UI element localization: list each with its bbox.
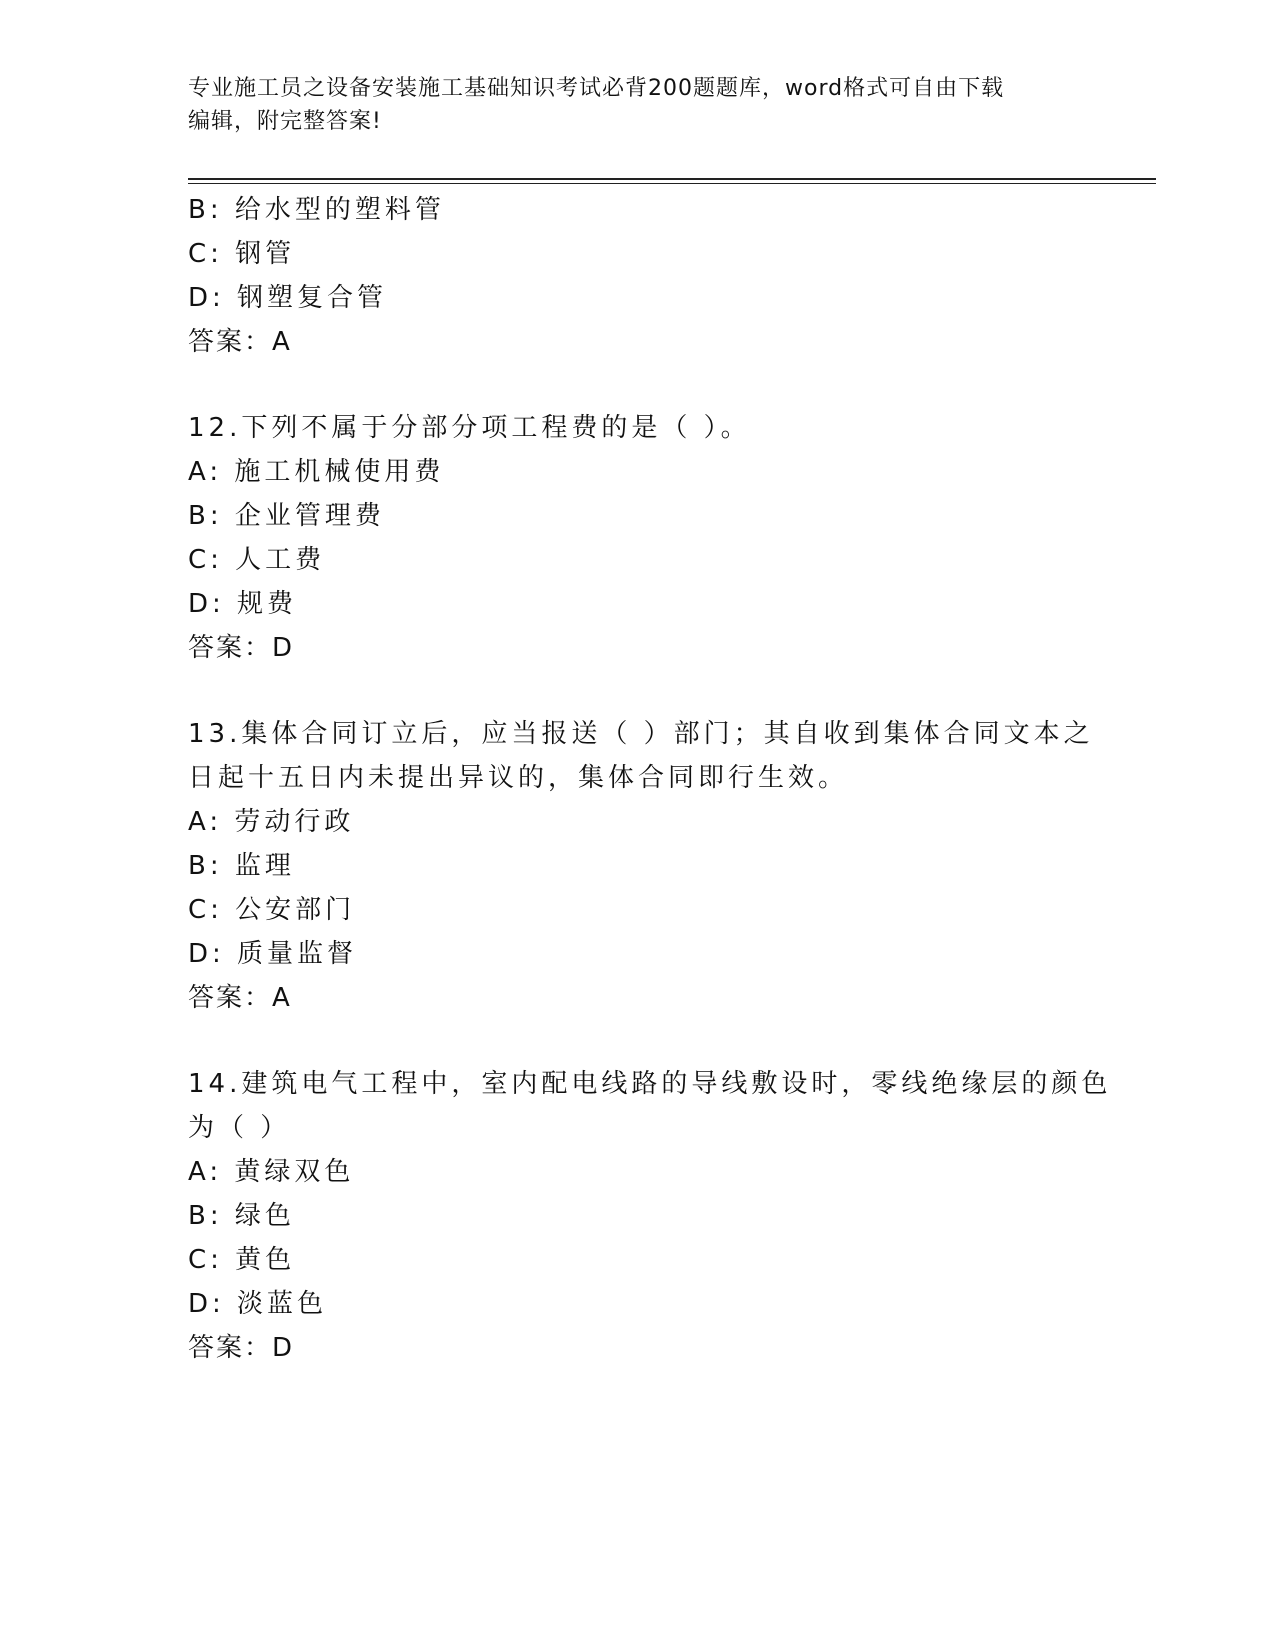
q12-answer: 答案：D	[188, 633, 295, 663]
q14-option-b: B: 绿色	[188, 1201, 295, 1231]
q12-option-c: C: 人工费	[188, 545, 326, 575]
q13-option-a: A: 劳动行政	[188, 807, 355, 837]
header-line-2: 编辑，附完整答案!	[188, 109, 382, 134]
document-header	[188, 72, 1068, 138]
q13-stem-line-1: 13.集体合同订立后，应当报送（ ）部门；其自收到集体合同文本之	[188, 719, 1094, 749]
q13-answer: 答案：A	[188, 983, 292, 1013]
q11-option-c: C: 钢管	[188, 239, 296, 269]
q11-option-d: D: 钢塑复合管	[188, 283, 388, 313]
q14-stem-line-1: 14.建筑电气工程中，室内配电线路的导线敷设时，零线绝缘层的颜色	[188, 1069, 1112, 1099]
q14-option-c: C: 黄色	[188, 1245, 296, 1275]
q12-option-b: B: 企业管理费	[188, 501, 385, 531]
q14-answer: 答案：D	[188, 1333, 295, 1363]
q12-option-d: D: 规费	[188, 589, 298, 619]
q14-option-d: D: 淡蓝色	[188, 1289, 328, 1319]
q14-stem-line-2: 为（ ）	[188, 1113, 291, 1143]
q11-answer: 答案：A	[188, 327, 292, 357]
q13-option-b: B: 监理	[188, 851, 295, 881]
q12-stem: 12.下列不属于分部分项工程费的是（ ）。	[188, 413, 751, 443]
q14-option-a: A: 黄绿双色	[188, 1157, 355, 1187]
q11-option-b: B: 给水型的塑料管	[188, 195, 445, 225]
header-divider-thick	[188, 178, 1156, 180]
q13-option-d: D: 质量监督	[188, 939, 358, 969]
q13-option-c: C: 公安部门	[188, 895, 356, 925]
q12-option-a: A: 施工机械使用费	[188, 457, 445, 487]
header-divider-thin	[188, 183, 1156, 184]
q13-stem-line-2: 日起十五日内未提出异议的，集体合同即行生效。	[188, 763, 849, 793]
header-line-1: 专业施工员之设备安装施工基础知识考试必背200题题库，word格式可自由下载	[188, 76, 1005, 101]
